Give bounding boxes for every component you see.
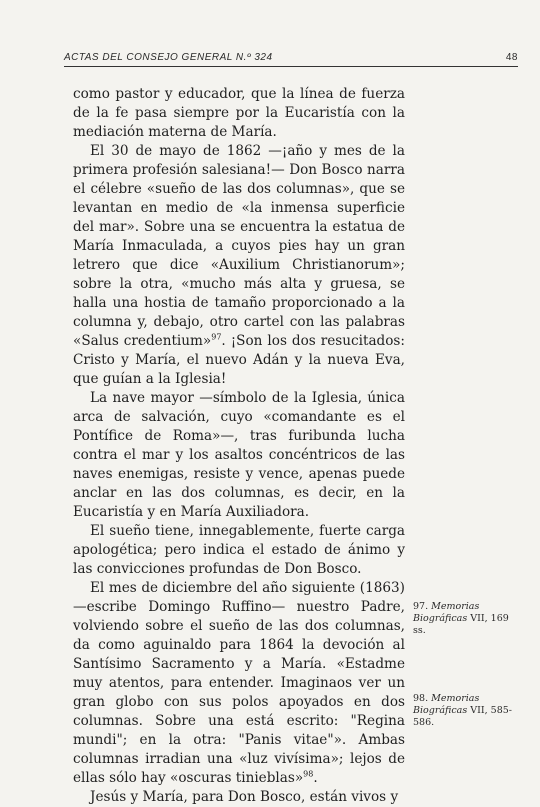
paragraph-2 [73,142,405,389]
running-header [64,50,518,67]
paragraph-6: Jesús y María, para Don Bosco, están vivos y [90,789,399,805]
paragraph-5-end: . [313,770,318,786]
page-number: 48 [505,52,518,63]
note-98-work: Memorias Biográficas [413,693,480,716]
margin-note-97 [413,601,521,637]
running-title: ACTAS DEL CONSEJO GENERAL N.º 324 [64,52,273,63]
paragraph-1: como pastor y educador, que la línea de fuerza de la fe pasa siempre por la Eucaristía con la mediación materna de María. [73,86,405,140]
body-text [73,85,405,807]
paragraph-2-end: . ¡Son los dos resucitados: Cristo y María, el nuevo Adán y la nueva Eva, que guían a la Iglesia! [73,333,405,387]
paragraph-4: El sueño tiene, innegablemente, fuerte carga apologética; pero indica el estado de ánimo y las convicciones profundas de Don Bosco. [73,523,405,577]
note-97-number: 97. [413,601,429,612]
paragraph-5-text: El mes de diciembre del año siguiente (1863) —escribe Domingo Ruffino— nuestro Padre, volviendo sobre el sueño de las dos columnas, da como aguinaldo para 1864 la devoción al Santísimo Sacramento y a María. «Estadme muy atentos, para entender. Imaginaos ver un gran globo con sus polos apoyados en dos columnas. Sobre una está escrito: "Regina mundi"; en la otra: "Panis vitae"». Ambas columnas irradian una «luz vivísima»; lejos de ellas sólo hay «oscuras tinieblas» [73,580,405,786]
note-98-number: 98. [413,693,429,704]
note-97-reference: VII, 169 ss. [413,613,509,636]
paragraph-3: La nave mayor —símbolo de la Iglesia, única arca de salvación, cuyo «comandante es el Pontífice de Roma»—, tras furibunda lucha contra el mar y los asaltos concéntricos de las naves enemigas, resiste y vence, apenas puede anclar en las dos columnas, es decir, en la Eucaristía y en María Auxiliadora. [73,390,405,520]
paragraph-5 [73,579,405,788]
paragraph-2-text: El 30 de mayo de 1862 —¡año y mes de la primera profesión salesiana!— Don Bosco narra el célebre «sueño de las dos columnas», que se levantan en medio de «la inmensa superficie del mar». Sobre una se encuentra la estatua de María Inmaculada, a cuyos pies hay un gran letrero que dice «Auxilium Christianorum»; sobre la otra, «mucho más alta y gruesa, se halla una hostia de tamaño proporcionado a la columna y, debajo, otro cartel con las palabras «Salus credentium» [73,143,405,349]
footnote-ref-98: 98 [303,769,314,779]
margin-note-98 [413,693,521,729]
note-98-reference: VII, 585-586. [413,705,513,728]
footnote-ref-97: 97 [211,332,222,342]
note-97-work: Memorias Biográficas [413,601,480,624]
